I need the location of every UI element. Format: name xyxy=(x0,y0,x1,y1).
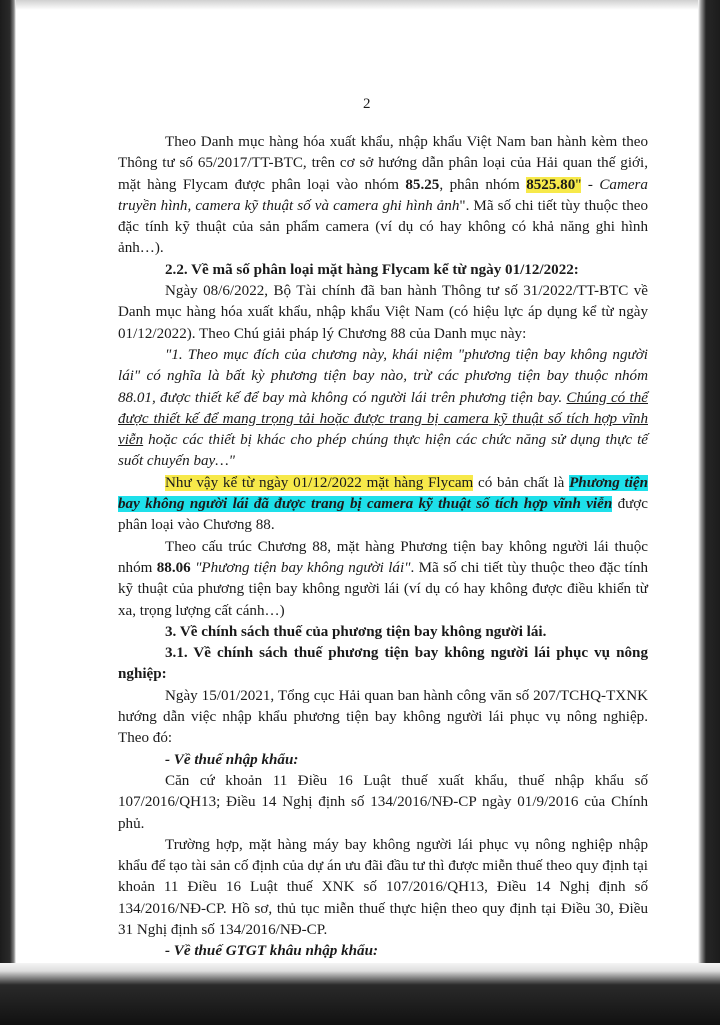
heading-3: 3. Về chính sách thuế của phương tiện bay không người lái. xyxy=(165,623,547,640)
scan-bottom-band xyxy=(0,963,720,1025)
paragraph-exemption: Trường hợp, mặt hàng máy bay không người lái phục vụ nông nghiệp nhập khẩu để tạo tài sản cố định của dự án ưu đãi đầu tư thì được miễn thuế theo quy định tại khoản 11 Điều 16 Luật thuế XNK số 107/2016/QH13, Điều 14 Nghị định số 134/2016/NĐ-CP. Hồ sơ, thủ tục miễn thuế thực hiện theo quy định tại Điều 30, Điều 31 Nghị định số 134/2016/NĐ-CP. xyxy=(118,836,648,938)
highlight-uav-camera: Phương tiện bay không người lái đã được trang bị camera kỹ thuật số tích hợp vĩnh viễn xyxy=(118,474,648,513)
quote-chapter-88: "1. Theo mục đích của chương này, khái niệm "phương tiện bay không người lái" có nghĩa là bất kỳ phương tiện bay nào, trừ các phương tiện bay thuộc nhóm 88.01, được thiết kế để bay mà không có người lái trên phương tiện bay. Chúng có thể được thiết kế để mang trọng tải hoặc được trang bị camera kỹ thuật số tích hợp vĩnh viễn hoặc các thiết bị khác cho phép chúng thực hiện các chức năng sử dụng thực tế suốt chuyến bay…" xyxy=(118,346,648,470)
paragraph-flycam-nature: Như vậy kể từ ngày 01/12/2022 mặt hàng Flycam có bản chất là Phương tiện bay không người lái đã được trang bị camera kỹ thuật số tích hợp vĩnh viễn được phân loại vào Chương 88. xyxy=(118,474,648,534)
paragraph-207-tchq: Ngày 15/01/2021, Tổng cục Hải quan ban hành công văn số 207/TCHQ-TXNK hướng dẫn việc nhập khẩu phương tiện bay không người lái phục vụ nông nghiệp. Theo đó: xyxy=(118,687,648,747)
scan-right-edge xyxy=(698,0,720,1025)
scan-left-edge xyxy=(0,0,16,1025)
subheading-import-tax: - Về thuế nhập khẩu: xyxy=(165,751,299,768)
paragraph-circular-31: Ngày 08/6/2022, Bộ Tài chính đã ban hành Thông tư số 31/2022/TT-BTC về Danh mục hàng hóa xuất khẩu, nhập khẩu Việt Nam (có hiệu lực áp dụng kể từ ngày 01/12/2022). Theo Chú giải pháp lý Chương 88 của Danh mục này: xyxy=(118,283,648,342)
page-number: 2 xyxy=(363,96,371,112)
paragraph-chapter-88-structure: Theo cấu trúc Chương 88, mặt hàng Phương tiện bay không người lái thuộc nhóm 88.06 "Phương tiện bay không người lái". Mã số chi tiết tùy thuộc theo đặc tính kỹ thuật của phương tiện bay không người lái (ví dụ có hay không được điều khiển từ xa, trọng lượng cất cánh…) xyxy=(118,538,649,619)
heading-2-2: 2.2. Về mã số phân loại mặt hàng Flycam kể từ ngày 01/12/2022: xyxy=(165,261,579,278)
highlight-8525-80: 8525.80 xyxy=(526,176,576,193)
heading-3-1: 3.1. Về chính sách thuế phương tiện bay không người lái phục vụ nông nghiệp: xyxy=(118,645,648,683)
paragraph-classification-old: Theo Danh mục hàng hóa xuất khẩu, nhập khẩu Việt Nam ban hành kèm theo Thông tư số 65/2017/TT-BTC, trên cơ sở hướng dẫn phân loại của Hải quan thế giới, mặt hàng Flycam được phân loại vào nhóm 85.25, phân nhóm 8525.80" - Camera truyền hình, camera kỹ thuật số và camera ghi hình ảnh". Mã số chi tiết tùy thuộc theo đặc tính kỹ thuật của sản phẩm camera (ví dụ có hay không có khả năng ghi hình ảnh…). xyxy=(118,134,648,257)
highlight-flycam-date: Như vậy kể từ ngày 01/12/2022 mặt hàng Flycam xyxy=(165,474,474,491)
scan-top-shadow xyxy=(0,0,720,10)
document-page xyxy=(118,132,648,1026)
subheading-vat: - Về thuế GTGT khâu nhập khẩu: xyxy=(165,943,379,960)
paragraph-legal-basis: Căn cứ khoản 11 Điều 16 Luật thuế xuất khẩu, thuế nhập khẩu số 107/2016/QH13; Điều 14 Nghị định số 134/2016/NĐ-CP ngày 01/9/2016 của Chính phủ. xyxy=(118,772,648,832)
